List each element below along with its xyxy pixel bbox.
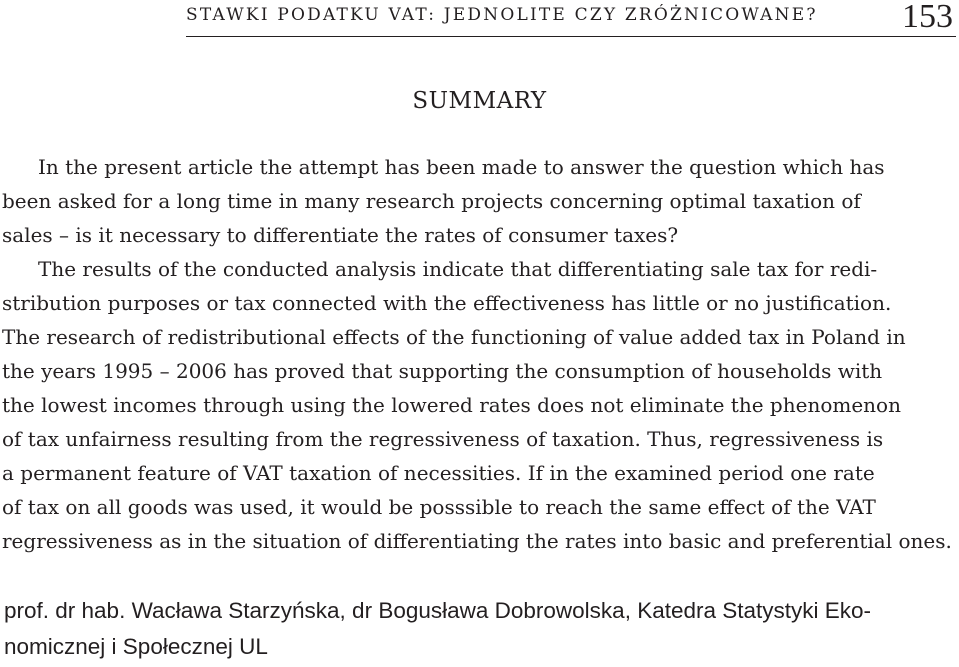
summary-line: regressiveness as in the situation of differentiating the rates into basic and preferential ones. (2, 529, 952, 553)
summary-line: of tax unfairness resulting from the regressiveness of taxation. Thus, regressiveness is (2, 427, 884, 451)
section-heading: SUMMARY (412, 88, 547, 114)
page-number: 153 (902, 0, 953, 35)
summary-line: sales – is it necessary to differentiate the rates of consumer taxes? (2, 223, 679, 247)
summary-line: In the present article the attempt has been made to answer the question which has (38, 155, 885, 179)
header-rule (186, 36, 956, 37)
summary-line: The results of the conducted analysis indicate that differentiating sale tax for redi- (38, 257, 878, 281)
running-title: STAWKI PODATKU VAT: JEDNOLITE CZY ZRÓŻNICOWANE? (186, 5, 818, 25)
author-line: nomicznej i Społecznej UL (4, 634, 268, 659)
summary-line: stribution purposes or tax connected with the effectiveness has little or no justification. (2, 291, 892, 315)
author-line: prof. dr hab. Wacława Starzyńska, dr Bogusława Dobrowolska, Katedra Statystyki Eko- (4, 598, 872, 623)
summary-line: the years 1995 – 2006 has proved that supporting the consumption of households with (2, 359, 883, 383)
summary-line: the lowest incomes through using the lowered rates does not eliminate the phenomenon (2, 393, 901, 417)
summary-line: been asked for a long time in many research projects concerning optimal taxation of (2, 189, 861, 213)
summary-line: The research of redistributional effects of the functioning of value added tax in Poland in (2, 325, 906, 349)
summary-line: a permanent feature of VAT taxation of necessities. If in the examined period one rate (2, 461, 875, 485)
summary-line: of tax on all goods was used, it would be posssible to reach the same effect of the VAT (2, 495, 876, 519)
running-header (0, 0, 959, 44)
